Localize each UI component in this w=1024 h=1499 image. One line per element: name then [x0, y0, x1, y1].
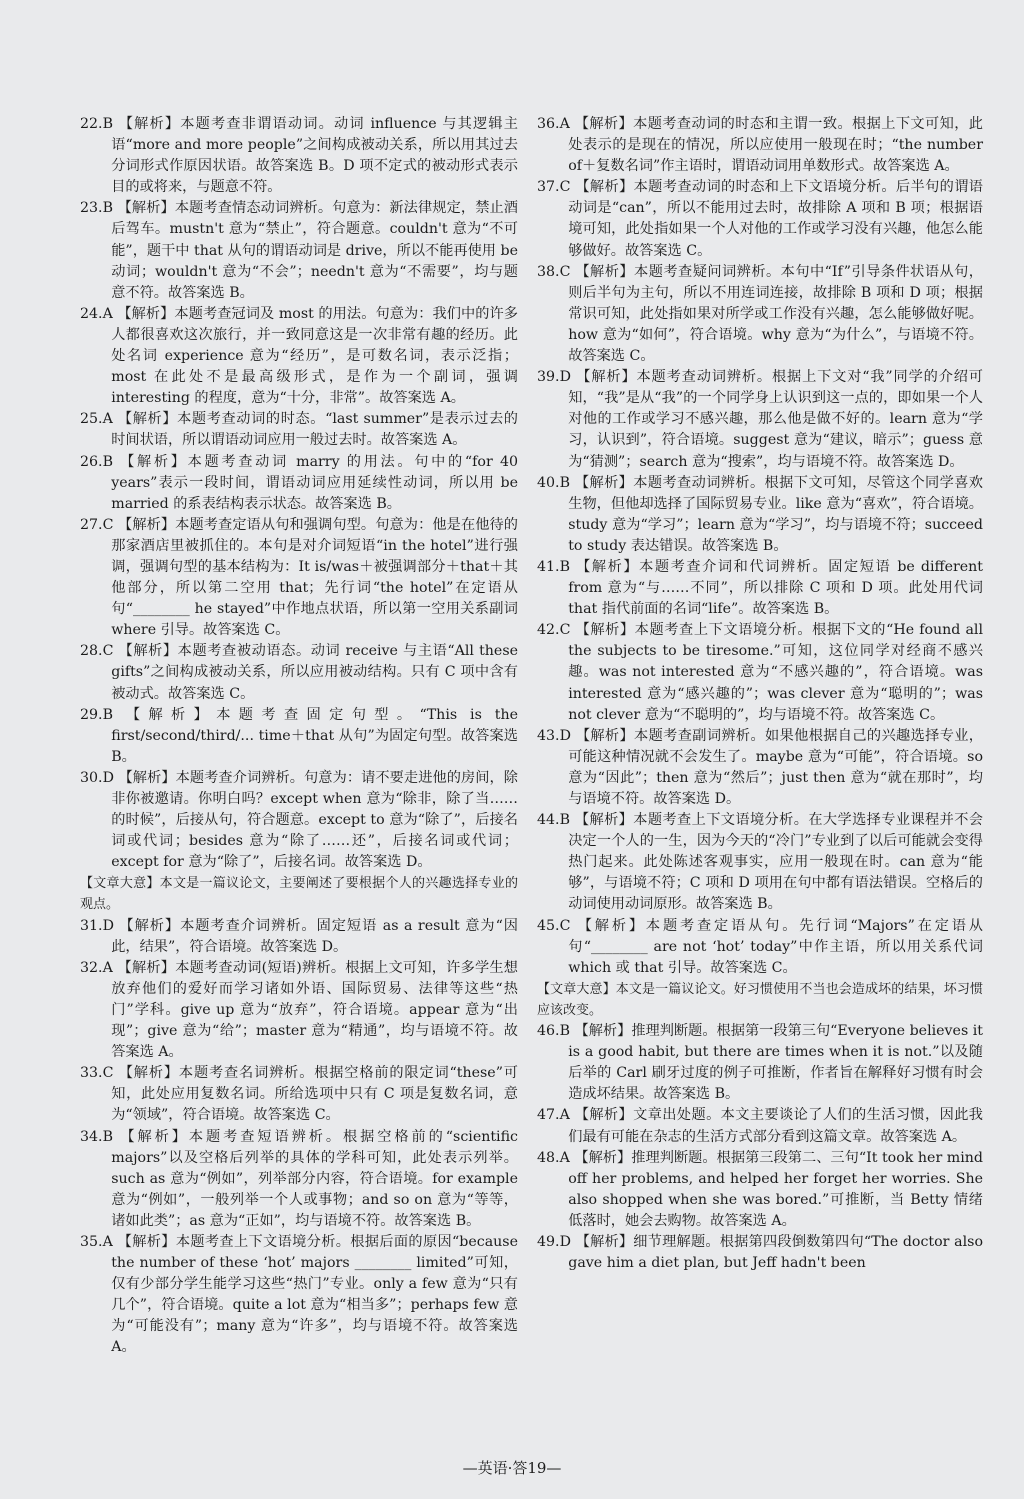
answer-explanation: 31.D 【解析】本题考查介词辨析。固定短语 as a result 意为“因此，结果”，符合语境。故答案选 D。: [80, 917, 518, 955]
answer-explanation: 45.C 【解析】本题考查定语从句。先行词“Majors”在定语从句“________ are not ‘hot’ today”中作主语，所以用关系代词 which 或 that 引导。故答案选 C。: [537, 917, 983, 976]
answer-explanation: 38.C 【解析】本题考查疑问词辨析。本句中“If”引导条件状语从句，则后半句为主句，所以不用连词连接，故排除 B 项和 D 项；根据常识可知，此处指如果对所学或工作没有兴趣，怎么能够做好呢。how 意为“如何”，符合语境。why 意为“为什么”，与语境不符。故答案选 C。: [537, 263, 983, 365]
answer-explanation: 22.B 【解析】本题考查非谓语动词。动词 influence 与其逻辑主语“more and more people”之间构成被动关系，所以用其过去分词形式作原因状语。故答案选 B。D 项不定式的被动形式表示目的或将来，与题意不符。: [80, 116, 518, 196]
answer-explanation: 23.B 【解析】本题考查情态动词辨析。句意为：新法律规定，禁止酒后驾车。mustn't 意为“禁止”，符合题意。couldn't 意为“不可能”，题干中 that 从句的谓语动词是 drive，所以不能再使用 be 动词；wouldn't 意为“不会”；needn't 意为“不需要”，均与题意不符。故答案选 B。: [80, 200, 518, 301]
right-column: [537, 114, 983, 1274]
left-column: [80, 114, 518, 1359]
answer-explanation: 30.D 【解析】本题考查介词辨析。句意为：请不要走进他的房间，除非你被邀请。你明白吗？except when 意为“除非，除了当……的时候”，后接从句，符合题意。except to 意为“除了”，后接名词或代词；besides 意为“除了……还”，后接名词或代词；except for 意为“除了”，后接名词。故答案选 D。: [80, 769, 518, 871]
answer-explanation: 46.B 【解析】推理判断题。根据第一段第三句“Everyone believes it is a good habit, but there are times when it is not.”以及随后举的 Carl 刷牙过度的例子可推断，作者旨在解释好习惯有时会造成坏结果。故答案选 B。: [537, 1023, 983, 1103]
answer-explanation: 48.A 【解析】推理判断题。根据第三段第二、三句“It took her mind off her problems, and helped her forget her worries. She also shopped when she was bored.”可推断，当 Betty 情绪低落时，她会去购物。故答案选 A。: [537, 1149, 983, 1229]
answer-explanation: 41.B 【解析】本题考查介词和代词辨析。固定短语 be different from 意为“与……不同”，所以排除 C 项和 D 项。此处用代词 that 指代前面的名词“life”。故答案选 B。: [537, 558, 983, 618]
answer-explanation: 49.D 【解析】细节理解题。根据第四段倒数第四句“The doctor also gave him a diet plan, but Jeff hadn't been: [537, 1233, 983, 1272]
answer-explanation: 25.A 【解析】本题考查动词的时态。“last summer”是表示过去的时间状语，所以谓语动词应用一般过去时。故答案选 A。: [80, 411, 518, 449]
answer-explanation: 34.B 【解析】本题考查短语辨析。根据空格前的“scientific majors”以及空格后列举的具体的学科可知，此处表示列举。such as 意为“例如”，列举部分内容，符合语境。for example 意为“例如”，一般列举一个人或事物；and so on 意为“等等，诸如此类”；as 意为“正如”，均与语境不符。故答案选 B。: [80, 1128, 518, 1229]
article-summary: 【文章大意】本文是一篇议论文，主要阐述了要根据个人的兴趣选择专业的观点。: [80, 876, 518, 913]
answer-explanation: 29.B 【解析】本题考查固定句型。“This is the first/second/third/... time＋that 从句”为固定句型。故答案选 B。: [80, 706, 518, 765]
answer-explanation: 28.C 【解析】本题考查被动语态。动词 receive 与主语“All these gifts”之间构成被动关系，所以应用被动结构。只有 C 项中含有被动式。故答案选 C。: [80, 643, 518, 702]
answer-explanation: 44.B 【解析】本题考查上下文语境分析。在大学选择专业课程并不会决定一个人的一生，因为今天的“冷门”专业到了以后可能就会变得热门起来。此处陈述客观事实，应用一般现在时。can 意为“能够”，与语境不符；C 项和 D 项用在句中都有语法错误。空格后的动词使用动词原形。故答案选 B。: [537, 812, 983, 913]
answer-explanation: 27.C 【解析】本题考查定语从句和强调句型。句意为：他是在他待的那家酒店里被抓住的。本句是对介词短语“in the hotel”进行强调，强调句型的基本结构为：It is/was＋被强调部分＋that＋其他部分，所以第二空用 that；先行词“the hotel”在定语从句“________ he stayed”中作地点状语，所以第一空用关系副词 where 引导。故答案选 C。: [80, 516, 518, 639]
answer-explanation: 26.B 【解析】本题考查动词 marry 的用法。句中的“for 40 years”表示一段时间，谓语动词应用延续性动词，所以用 be married 的系表结构表示状态。故答案选 B。: [80, 453, 518, 512]
answer-explanation: 24.A 【解析】本题考查冠词及 most 的用法。句意为：我们中的许多人都很喜欢这次旅行，并一致同意这是一次非常有趣的经历。此处名词 experience 意为“经历”，是可数名词，表示泛指；most 在此处不是最高级形式，是作为一个副词，强调 interesting 的程度，意为“十分，非常”。故答案选 A。: [80, 305, 518, 407]
answer-explanation: 32.A 【解析】本题考查动词(短语)辨析。根据上文可知，许多学生想放弃他们的爱好而学习诸如外语、国际贸易、法律等这些“热门”学科。give up 意为“放弃”，符合语境。appear 意为“出现”；give 意为“给”；master 意为“精通”，均与语境不符。故答案选 A。: [80, 959, 518, 1061]
answer-explanation: 47.A 【解析】文章出处题。本文主要谈论了人们的生活习惯，因此我们最有可能在杂志的生活方式部分看到这篇文章。故答案选 A。: [537, 1107, 983, 1145]
answer-explanation: 39.D 【解析】本题考查动词辨析。根据上下文对“我”同学的介绍可知，“我”是从“我”的一个同学身上认识到这一点的，即如果一个人对他的工作或学习不感兴趣，那么他是做不好的。learn 意为“学习，认识到”，符合语境。suggest 意为“建议，暗示”；guess 意为“猜测”；search 意为“搜索”，均与语境不符。故答案选 D。: [537, 369, 983, 470]
answer-explanation: 43.D 【解析】本题考查副词辨析。如果他根据自己的兴趣选择专业，可能这种情况就不会发生了。maybe 意为“可能”，符合语境。so 意为“因此”；then 意为“然后”；just then 意为“就在那时”，均与语境不符。故答案选 D。: [537, 727, 983, 807]
answer-explanation: 35.A 【解析】本题考查上下文语境分析。根据后面的原因“because the number of these ‘hot’ majors ________ limited”可知，仅有少部分学生能学习这些“热门”专业。only a few 意为“只有几个”，符合语境。quite a lot 意为“相当多”；perhaps few 意为“可能没有”；many 意为“许多”，均与语境不符。故答案选 A。: [80, 1233, 518, 1356]
page-footer: —英语·答19—: [462, 1459, 562, 1477]
answer-explanation: 40.B 【解析】本题考查动词辨析。根据下文可知，尽管这个同学喜欢生物，但他却选择了国际贸易专业。like 意为“喜欢”，符合语境。study 意为“学习”；learn 意为“学习”，均与语境不符；succeed to study 表达错误。故答案选 B。: [537, 474, 983, 554]
article-summary: 【文章大意】本文是一篇议论文。好习惯使用不当也会造成坏的结果，坏习惯应该改变。: [537, 981, 983, 1018]
answer-explanation: 42.C 【解析】本题考查上下文语境分析。根据下文的“He found all the subjects to be tiresome.”可知，这位同学对经商不感兴趣。was not interested 意为“不感兴趣的”，符合语境。was interested 意为“感兴趣的”；was clever 意为“聪明的”；was not clever 意为“不聪明的”，均与语境不符。故答案选 C。: [537, 622, 983, 723]
answer-explanation: 33.C 【解析】本题考查名词辨析。根据空格前的限定词“these”可知，此处应用复数名词。所给选项中只有 C 项是复数名词，意为“领域”，符合语境。故答案选 C。: [80, 1065, 518, 1124]
answer-explanation: 36.A 【解析】本题考查动词的时态和主谓一致。根据上下文可知，此处表示的是现在的情况，所以应使用一般现在时；“the number of＋复数名词”作主语时，谓语动词用单数形式。故答案选 A。: [537, 116, 983, 175]
answer-explanation: 37.C 【解析】本题考查动词的时态和上下文语境分析。后半句的谓语动词是“can”，所以不能用过去时，故排除 A 项和 B 项；根据语境可知，此处指如果一个人对他的工作或学习没有兴趣，他怎么能够做好。故答案选 C。: [537, 179, 983, 259]
